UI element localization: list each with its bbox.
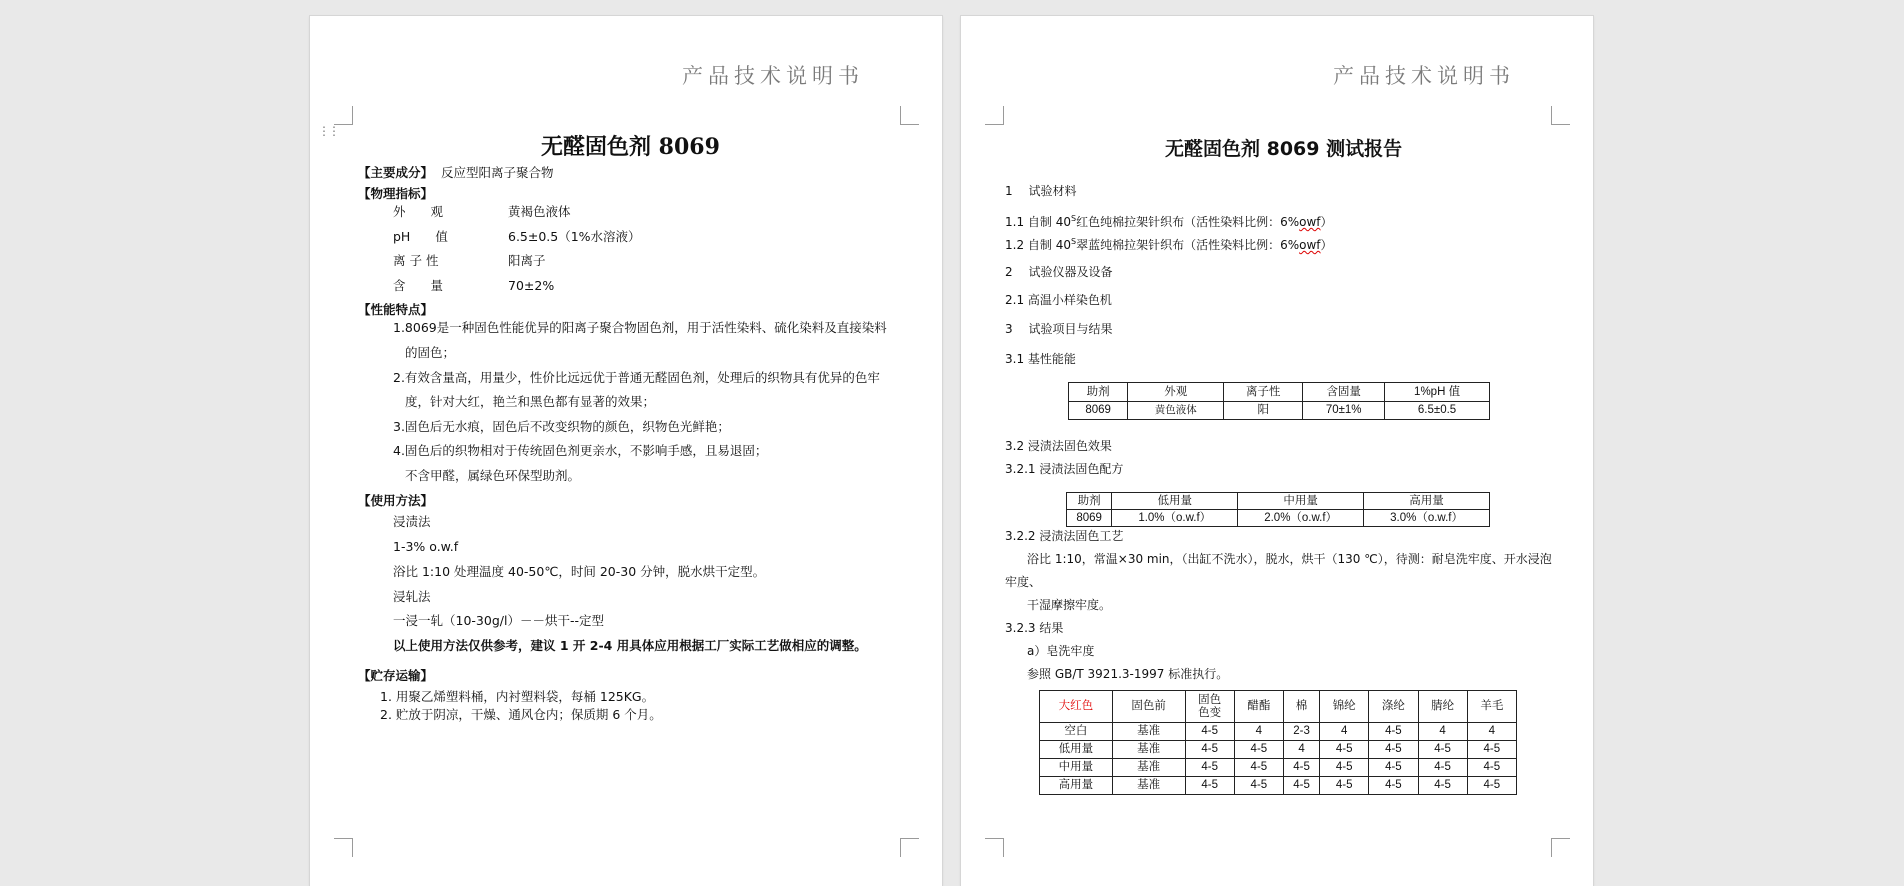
- usage-line: 浸渍法: [393, 514, 431, 529]
- section-label: 【物理指标】: [358, 186, 434, 201]
- feature-line: 的固色；: [405, 345, 456, 360]
- margin-corner-mark: [985, 106, 1004, 125]
- drag-handle-icon[interactable]: ⋮⋮: [318, 124, 338, 138]
- heading: 3 试验项目与结果: [1005, 322, 1113, 336]
- usage-line: 浸轧法: [393, 589, 431, 604]
- subheading: 3.2.1 浸渍法固色配方: [1005, 462, 1124, 476]
- table-row: 空白 基准 4-5 4 2-3 4 4-5 4 4: [1040, 723, 1517, 741]
- document-title: 无醛固色剂 8069: [541, 134, 720, 160]
- table-row: 低用量 基准 4-5 4-5 4 4-5 4-5 4-5 4-5: [1040, 741, 1517, 759]
- subheading: 3.2.3 结果: [1005, 621, 1064, 635]
- table-header-row: 助剂 低用量 中用量 高用量: [1067, 493, 1490, 510]
- heading: 2 试验仪器及设备: [1005, 265, 1113, 279]
- spec-value: 6.5±0.5（1%水溶液）: [508, 229, 641, 244]
- table-row: 8069 1.0%（o.w.f） 2.0%（o.w.f） 3.0%（o.w.f）: [1067, 510, 1490, 527]
- document-page-1: [310, 16, 942, 886]
- section-label: 【贮存运输】: [358, 668, 434, 683]
- heading: 1 试验材料: [1005, 184, 1077, 198]
- spec-name: 含 量: [393, 278, 444, 293]
- margin-corner-mark: [1551, 106, 1570, 125]
- margin-corner-mark: [900, 838, 919, 857]
- usage-line: 浴比 1:10 处理温度 40-50℃，时间 20-30 分钟，脱水烘干定型。: [393, 564, 766, 579]
- document-page-2: [961, 16, 1593, 886]
- subheading: 3.1 基性能能: [1005, 352, 1076, 366]
- storage-line: 2. 贮放于阴凉，干燥、通风仓内；保质期 6 个月。: [380, 707, 662, 722]
- subheading: 2.1 高温小样染色机: [1005, 293, 1112, 307]
- report-title: 无醛固色剂 8069 测试报告: [1165, 138, 1403, 160]
- section-label: 【性能特点】: [358, 302, 434, 317]
- spec-name: pH 值: [393, 229, 448, 244]
- subheading: 3.2.2 浸渍法固色工艺: [1005, 529, 1124, 543]
- feature-line: 度，针对大红，艳兰和黑色都有显著的效果；: [405, 394, 656, 409]
- usage-line: 1-3% o.w.f: [393, 539, 459, 554]
- basic-properties-table: [1068, 382, 1490, 420]
- soap-fastness-table: [1039, 690, 1517, 795]
- feature-line: 4.固色后的织物相对于传统固色剂更亲水，不影响手感，且易退固；: [393, 443, 768, 458]
- margin-corner-mark: [1551, 838, 1570, 857]
- material-line: 1.2 自制 $40^S$翠蓝纯棉拉架针织布（活性染料比例：6%owf）: [1005, 237, 1333, 252]
- table-header-row: 助剂 外观 离子性 含固量 1%pH 值: [1069, 383, 1490, 402]
- spec-value: 70±2%: [508, 278, 555, 293]
- spec-name: 外 观: [393, 204, 444, 219]
- page-header: 产品技术说明书: [682, 64, 864, 88]
- spec-value: 阳离子: [508, 253, 546, 268]
- section-label: 【主要成分】: [358, 165, 434, 180]
- margin-corner-mark: [900, 106, 919, 125]
- recipe-table: [1066, 492, 1490, 527]
- table-row: 高用量 基准 4-5 4-5 4-5 4-5 4-5 4-5 4-5: [1040, 777, 1517, 795]
- spec-value: 黄褐色液体: [508, 204, 571, 219]
- feature-line: 3.固色后无水痕，固色后不改变织物的颜色，织物色光鲜艳；: [393, 419, 730, 434]
- material-line: 1.1 自制 $40^S$红色纯棉拉架针织布（活性染料比例：6%owf）: [1005, 214, 1333, 229]
- storage-line: 1. 用聚乙烯塑料桶，内衬塑料袋，每桶 125KG。: [380, 689, 655, 704]
- spec-name: 离 子 性: [393, 253, 439, 268]
- feature-line: 2.有效含量高，用量少，性价比远远优于普通无醛固色剂，处理后的织物具有优异的色牢: [393, 370, 880, 385]
- process-line: 干湿摩擦牢度。: [1027, 598, 1112, 612]
- margin-corner-mark: [334, 838, 353, 857]
- composition-value: 反应型阳离子聚合物: [441, 165, 554, 180]
- table-header-row: 大红色 固色前 固色 色变 醋酯 棉 锦纶 涤纶 腈纶 羊毛: [1040, 691, 1517, 723]
- subheading: a）皂洗牢度: [1027, 644, 1095, 658]
- table-row: 中用量 基准 4-5 4-5 4-5 4-5 4-5 4-5 4-5: [1040, 759, 1517, 777]
- margin-corner-mark: [334, 106, 353, 125]
- process-line: 浴比 1:10，常温×30 min，（出缸不洗水），脱水，烘干（130 ℃），待测：耐皂洗牢度、开水浸泡: [1027, 552, 1552, 566]
- reference-line: 参照 GB/T 3921.3-1997 标准执行。: [1027, 667, 1229, 681]
- feature-line: 不含甲醛，属绿色环保型助剂。: [405, 468, 581, 483]
- section-label: 【使用方法】: [358, 493, 434, 508]
- usage-line: 一浸一轧（10-30g/l）－－烘干--定型: [393, 613, 604, 628]
- process-line: 牢度、: [1005, 575, 1042, 589]
- page-header: 产品技术说明书: [1333, 64, 1515, 88]
- margin-corner-mark: [985, 838, 1004, 857]
- usage-note: 以上使用方法仅供参考，建议 1 开 2-4 用具体应用根据工厂实际工艺做相应的调整。: [393, 638, 867, 653]
- subheading: 3.2 浸渍法固色效果: [1005, 439, 1112, 453]
- feature-line: 1.8069是一种固色性能优异的阳离子聚合物固色剂，用于活性染料、硫化染料及直接染料: [393, 320, 887, 335]
- table-row: 8069 黄色液体 阳 70±1% 6.5±0.5: [1069, 402, 1490, 420]
